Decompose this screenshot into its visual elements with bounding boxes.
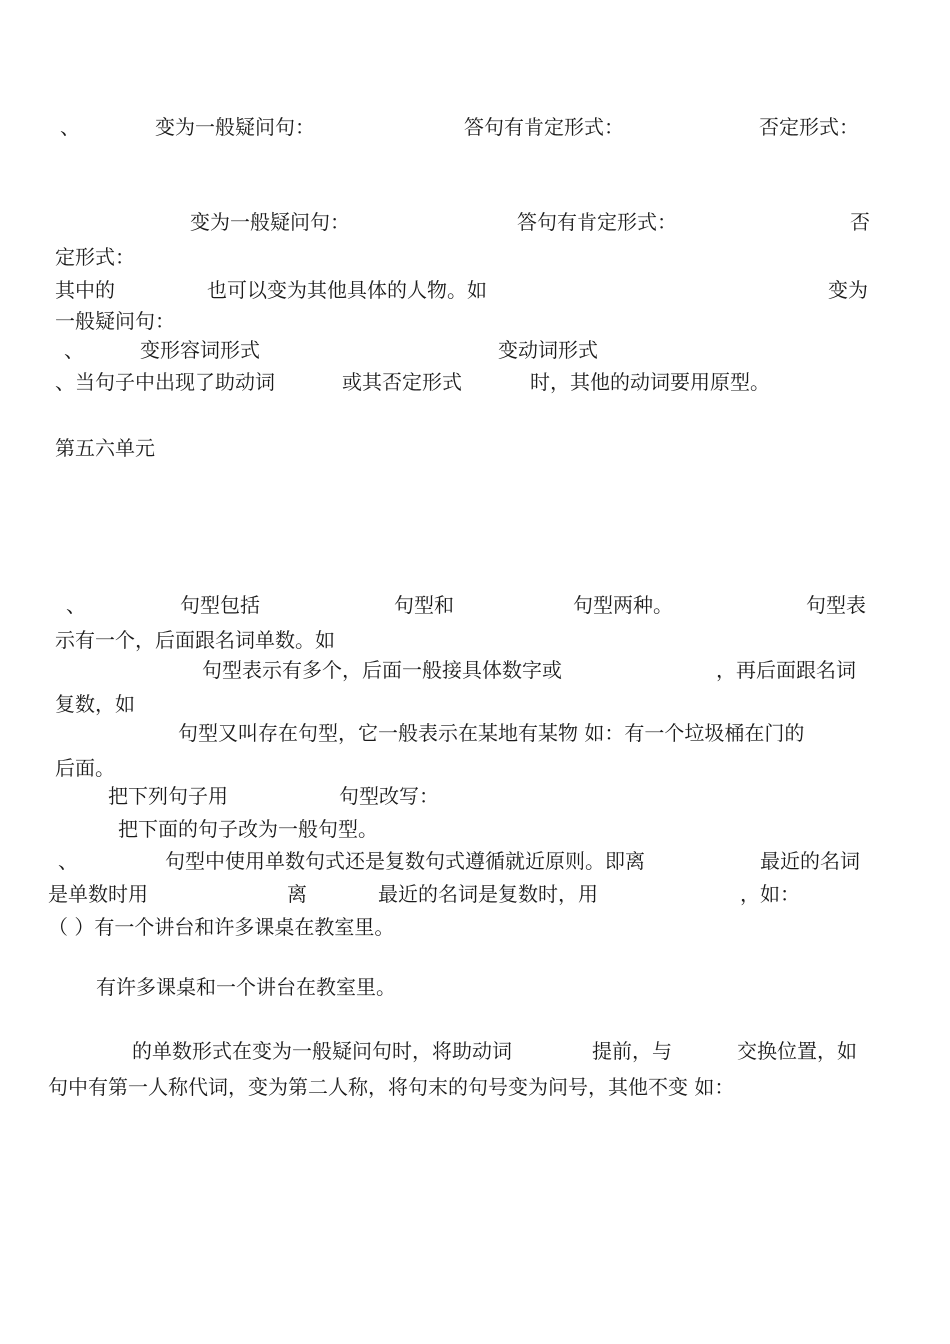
text-fragment: 、: [58, 849, 78, 873]
text-line: 后面。: [55, 756, 115, 780]
text-fragment: 否: [850, 210, 870, 234]
section-heading: 第五六单元: [55, 436, 155, 460]
text-line: 把下面的句子改为一般句型。: [118, 817, 378, 841]
text-line: （ ）有一个讲台和许多课桌在教室里。: [48, 915, 395, 939]
text-fragment: 交换位置，如: [737, 1039, 857, 1063]
text-fragment: 句型表示有多个，后面一般接具体数字或: [202, 658, 562, 682]
text-line: 句型又叫存在句型，它一般表示在某地有某物 如：有一个垃圾桶在门的: [178, 721, 805, 745]
text-fragment: 答句有肯定形式：: [517, 210, 677, 234]
text-fragment: 变为一般疑问句：: [155, 115, 315, 139]
text-fragment: 或其否定形式: [342, 370, 462, 394]
text-fragment: 句型包括: [180, 593, 260, 617]
text-fragment: 、当句子中出现了助动词: [55, 370, 275, 394]
text-fragment: 最近的名词是复数时，用: [378, 882, 598, 906]
text-fragment: 变为: [828, 278, 868, 302]
text-fragment: 离: [287, 882, 307, 906]
text-line: 一般疑问句：: [55, 309, 175, 333]
text-fragment: 时，其他的动词要用原型。: [530, 370, 770, 394]
text-fragment: 、: [60, 115, 80, 139]
text-fragment: 变形容词形式: [140, 338, 260, 362]
text-fragment: 也可以变为其他具体的人物。如: [207, 278, 487, 302]
text-fragment: ，再后面跟名词: [716, 658, 856, 682]
text-fragment: 答句有肯定形式：: [464, 115, 624, 139]
text-fragment: 句型改写：: [339, 784, 439, 808]
text-fragment: 、: [64, 338, 84, 362]
text-fragment: 变为一般疑问句：: [190, 210, 350, 234]
text-fragment: 句型表: [806, 593, 866, 617]
text-fragment: 最近的名词: [760, 849, 860, 873]
text-fragment: 变动词形式: [498, 338, 598, 362]
text-line: 复数，如: [55, 692, 135, 716]
text-line: 句中有第一人称代词，变为第二人称，将句末的句号变为问号，其他不变 如：: [48, 1075, 735, 1099]
text-fragment: 其中的: [55, 278, 115, 302]
text-fragment: 、: [66, 593, 86, 617]
text-fragment: 否定形式：: [759, 115, 859, 139]
text-fragment: 句型中使用单数句式还是复数句式遵循就近原则。即离: [165, 849, 645, 873]
text-fragment: 句型和: [394, 593, 454, 617]
text-fragment: 的单数形式在变为一般疑问句时，将助动词: [132, 1039, 512, 1063]
text-fragment: 是单数时用: [48, 882, 148, 906]
text-fragment: 句型两种。: [573, 593, 673, 617]
text-fragment: 把下列句子用: [108, 784, 228, 808]
text-line: 示有一个，后面跟名词单数。如: [55, 628, 335, 652]
text-fragment: ，如：: [740, 882, 800, 906]
text-fragment: 提前，与: [592, 1039, 672, 1063]
text-line: 有许多课桌和一个讲台在教室里。: [96, 975, 396, 999]
text-line: 定形式：: [55, 245, 135, 269]
